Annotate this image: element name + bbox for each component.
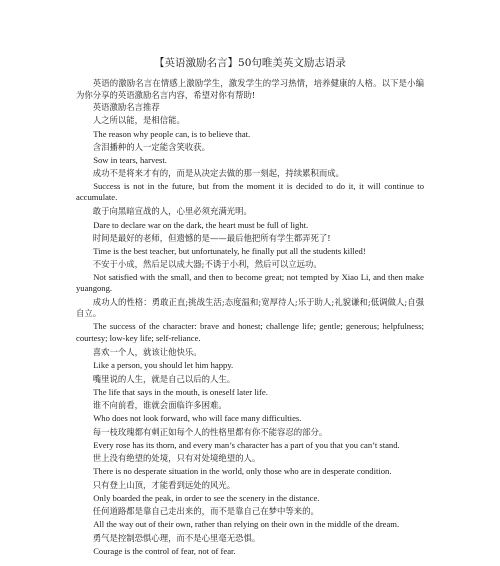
- paragraph: Courage is the control of fear, not of fear.: [93, 545, 236, 556]
- paragraph: Sow in tears, harvest.: [93, 155, 167, 166]
- paragraph: The life that says in the mouth, is oneself later life.: [93, 386, 268, 397]
- paragraph: All the way out of their own, rather than relying on their own in the middle of the dream.: [93, 519, 400, 530]
- paragraph: Success is not in the future, but from the moment it is decided to do it, it will continue to accumulate.: [76, 180, 424, 203]
- document-body: [76, 78, 424, 558]
- paragraph: 任何道路都是靠自己走出来的，而不是靠自己在梦中等来的。: [92, 506, 319, 517]
- paragraph: 英语激励名言推荐: [92, 102, 160, 113]
- paragraph: Every rose has its thorn, and every man’s character has a part of you that you can’t stand.: [93, 439, 400, 450]
- paragraph: 勇气是控制恐惧心理，而不是心里毫无恐惧。: [92, 532, 261, 543]
- paragraph: 成功人的性格：勇敢正直;挑战生活;态度温和;宽厚待人;乐于助人;礼貌谦和;低调做人;自强自立。: [76, 296, 424, 319]
- paragraph: Time is the best teacher, but unfortunately, he finally put all the students killed!: [93, 246, 366, 257]
- paragraph: Dare to declare war on the dark, the heart must be full of light.: [93, 219, 309, 230]
- document-title: 【英语激励名言】50句唯美英文励志语录: [154, 57, 346, 69]
- paragraph: The success of the character: brave and honest; challenge life; gentle; generous; helpfulness; courtesy; low-key life; self-reliance.: [76, 321, 424, 343]
- paragraph: The reason why people can, is to believe that.: [93, 128, 251, 139]
- paragraph: Who does not look forward, who will face many difficulties.: [93, 413, 302, 424]
- paragraph: 时间是最好的老师，但遗憾的是——最后他把所有学生都弄死了!: [92, 232, 331, 243]
- paragraph: Not satisfied with the small, and then to become great; not tempted by Xiao Li, and then make yuangong.: [76, 271, 424, 294]
- paragraph: 敢于向黑暗宣战的人，心里必须充满光明。: [92, 206, 252, 217]
- paragraph: 只有登上山顶，才能看到远处的风光。: [92, 479, 236, 490]
- paragraph: 英语的激励名言在情感上激励学生，激发学生的学习热情，培养健康的人格。以下是小编为你分享的英语激励名言内容，希望对你有帮助!: [76, 78, 424, 100]
- paragraph: 不安于小成，然后足以成大器;不诱于小利，然后可以立远功。: [92, 259, 322, 270]
- paragraph: 人之所以能，是相信能。: [92, 115, 185, 126]
- paragraph: Only boarded the peak, in order to see the scenery in the distance.: [93, 492, 320, 503]
- paragraph: 每一枝玫瑰都有刺正如每个人的性格里都有你不能容忍的部分。: [92, 426, 328, 437]
- paragraph: 成功不是将来才有的，而是从决定去做的那一刻起，持续累积而成。: [92, 168, 345, 179]
- paragraph: 谁不向前看，谁就会面临许多困难。: [92, 400, 227, 411]
- paragraph: 世上没有绝望的处境，只有对处境绝望的人。: [92, 453, 261, 464]
- paragraph: There is no desperate situation in the world, only those who are in desperate condition.: [93, 466, 392, 477]
- paragraph: 嘴里说的人生，就是自己以后的人生。: [92, 373, 236, 384]
- paragraph: Like a person, you should let him happy.: [93, 360, 234, 371]
- paragraph: 含泪播种的人一定能含笑收获。: [92, 141, 211, 152]
- paragraph: 喜欢一个人，就该让他快乐。: [92, 347, 202, 358]
